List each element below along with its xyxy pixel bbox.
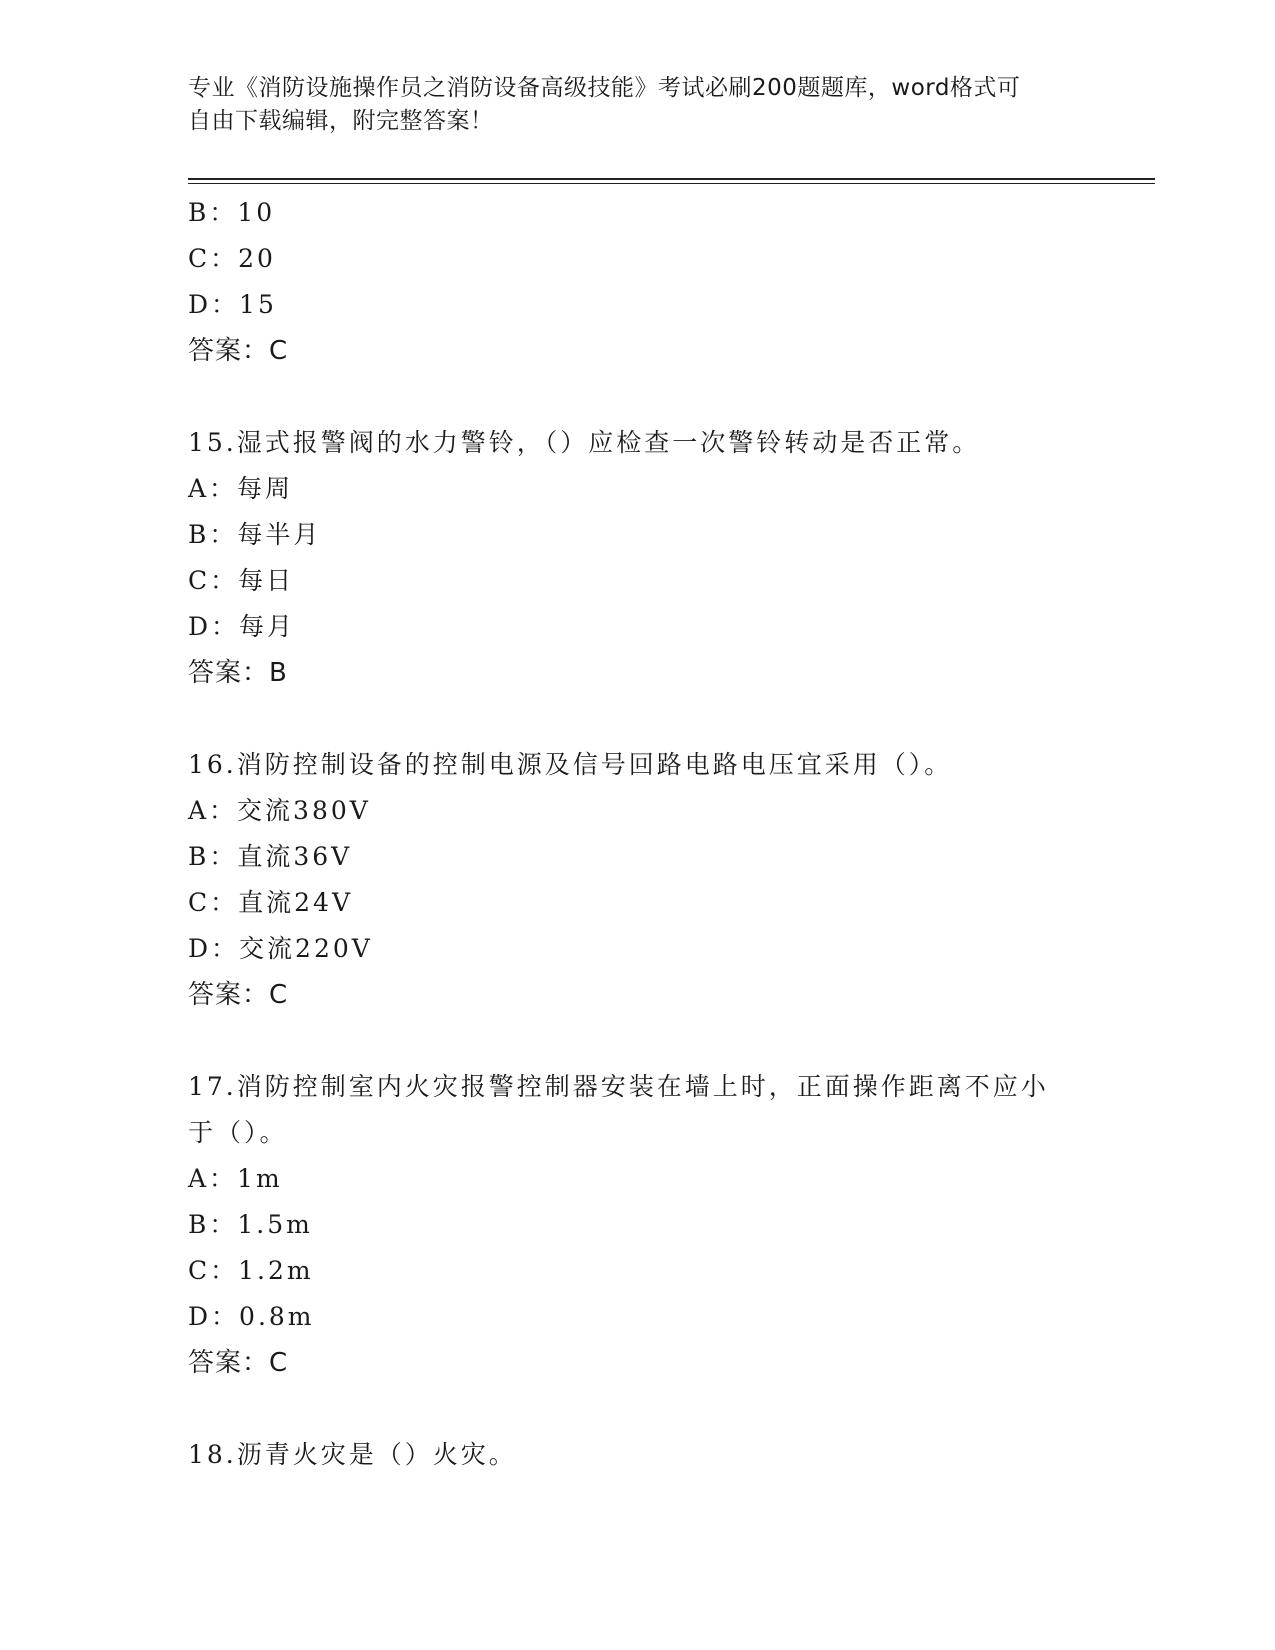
question-text: 17.消防控制室内火灾报警控制器安装在墙上时，正面操作距离不应小 [188,1072,1049,1101]
option-c: C：20 [188,244,276,273]
option-b: B：直流36V [188,842,353,871]
option-d: D：每月 [188,612,296,641]
header-divider [188,178,1155,180]
option-b: B：1.5m [188,1210,313,1239]
answer: 答案：C [188,1348,289,1378]
question-text-continued: 于（）。 [188,1118,288,1147]
document-header [188,72,1068,138]
option-c: C：每日 [188,566,295,595]
option-b: B：10 [188,198,276,227]
question-15 [188,420,1088,696]
option-a: A：1m [188,1164,283,1193]
question-text: 16.消防控制设备的控制电源及信号回路电路电压宜采用（）。 [188,750,953,779]
option-d: D：15 [188,290,277,319]
answer: 答案：C [188,336,289,366]
option-b: B：每半月 [188,520,322,549]
header-divider-thin [188,183,1155,184]
answer: 答案：C [188,980,289,1010]
question-text: 15.湿式报警阀的水力警铃，（）应检查一次警铃转动是否正常。 [188,428,981,457]
question-list [188,190,1088,1478]
question-17 [188,1064,1088,1386]
option-c: C：直流24V [188,888,353,917]
option-d: D：交流220V [188,934,373,963]
answer: 答案：B [188,658,288,688]
option-d: D：0.8m [188,1302,315,1331]
header-line-2: 自由下载编辑，附完整答案！ [188,108,494,134]
question-18 [188,1432,1088,1478]
option-a: A：每周 [188,474,294,503]
question-16 [188,742,1088,1018]
previous-question-tail [188,190,1088,374]
option-c: C：1.2m [188,1256,314,1285]
header-line-1: 专业《消防设施操作员之消防设备高级技能》考试必刷200题题库，word格式可 [188,75,1021,101]
option-a: A：交流380V [188,796,371,825]
question-text: 18.沥青火灾是（）火灾。 [188,1440,517,1469]
